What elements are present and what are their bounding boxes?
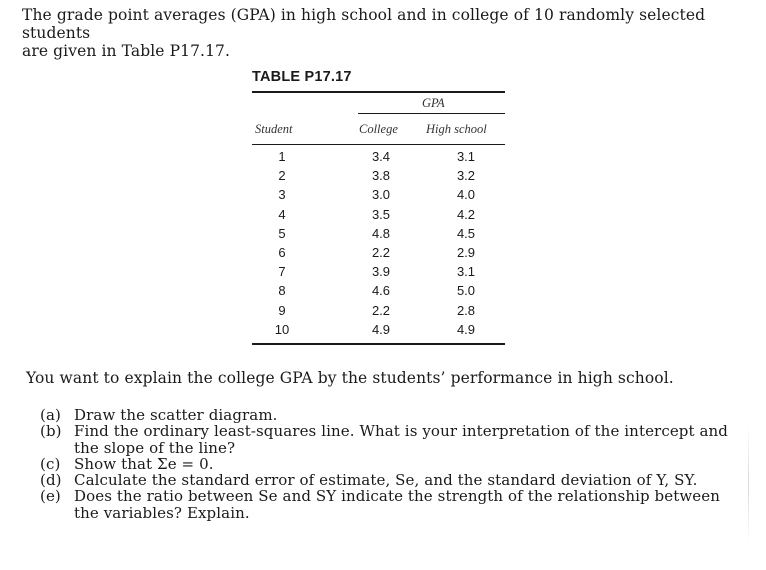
college-gpa-cell: 2.2 [371, 244, 391, 260]
question-e [40, 488, 730, 521]
problem-intro [22, 6, 742, 60]
question-list [40, 407, 730, 521]
high-school-gpa-column [444, 147, 488, 339]
high-school-gpa-cell: 3.1 [456, 264, 476, 280]
question-text: Find the ordinary least-squares line. What is your interpretation of the intercept and the slope of the line? [74, 422, 729, 457]
college-gpa-cell: 3.4 [371, 149, 391, 164]
college-gpa-cell: 3.8 [371, 168, 391, 184]
question-text: Does the ratio between Se and SY indicate the strength of the relationship between the variables? Explain. [74, 487, 721, 522]
question-b [40, 423, 730, 456]
gpa-group-header: GPA [422, 96, 445, 110]
student-cell: 6 [278, 244, 286, 260]
question-label: (b) [40, 422, 62, 441]
high-school-gpa-cell: 4.0 [456, 187, 476, 203]
student-cell: 10 [274, 321, 290, 337]
intro-line-1: The grade point averages (GPA) in high school and in college of 10 randomly selected students [22, 6, 706, 42]
table-header-rule [252, 144, 505, 145]
student-cell: 1 [278, 149, 286, 164]
question-text: Draw the scatter diagram. [74, 406, 278, 424]
student-cell: 8 [278, 283, 286, 299]
college-gpa-cell: 3.5 [371, 206, 391, 222]
high-school-column-header: High school [426, 122, 487, 136]
page-edge-shadow [748, 424, 749, 544]
explanation-sentence: You want to explain the college GPA by the students’ performance in high school. [26, 369, 674, 387]
student-column [262, 147, 302, 339]
question-text: Calculate the standard error of estimate, Se, and the standard deviation of Y, SY. [74, 471, 698, 490]
high-school-gpa-cell: 2.9 [456, 244, 476, 260]
college-gpa-column [359, 147, 403, 339]
high-school-gpa-cell: 4.2 [456, 206, 476, 222]
high-school-gpa-cell: 4.9 [456, 321, 476, 337]
student-cell: 3 [278, 187, 286, 203]
college-gpa-cell: 3.9 [371, 264, 391, 280]
gpa-group-rule [358, 113, 505, 114]
question-d [40, 472, 730, 488]
question-label: (c) [40, 454, 61, 473]
student-cell: 5 [278, 225, 286, 241]
student-cell: 2 [278, 168, 286, 184]
question-a [40, 407, 730, 423]
college-column-header: College [359, 122, 398, 136]
question-c [40, 456, 730, 472]
student-column-header: Student [255, 122, 293, 136]
college-gpa-cell: 3.0 [371, 187, 391, 203]
question-label: (a) [40, 406, 61, 424]
high-school-gpa-cell: 5.0 [456, 283, 476, 299]
table-bottom-rule [252, 343, 505, 345]
college-gpa-cell: 4.6 [371, 283, 391, 299]
question-text: Show that Σe = 0. [74, 454, 214, 473]
student-cell: 7 [278, 264, 286, 280]
question-label: (e) [40, 487, 61, 506]
high-school-gpa-cell: 3.2 [456, 168, 476, 184]
table-title: TABLE P17.17 [252, 69, 352, 85]
college-gpa-cell: 4.8 [371, 225, 391, 241]
question-label: (d) [40, 471, 62, 490]
college-gpa-cell: 2.2 [371, 302, 391, 318]
high-school-gpa-cell: 2.8 [456, 302, 476, 318]
student-cell: 9 [278, 302, 286, 318]
student-cell: 4 [278, 206, 286, 222]
table-top-rule [252, 91, 505, 93]
college-gpa-cell: 4.9 [371, 321, 391, 337]
high-school-gpa-cell: 4.5 [456, 225, 476, 241]
high-school-gpa-cell: 3.1 [456, 149, 476, 164]
intro-line-2: are given in Table P17.17. [22, 42, 231, 60]
